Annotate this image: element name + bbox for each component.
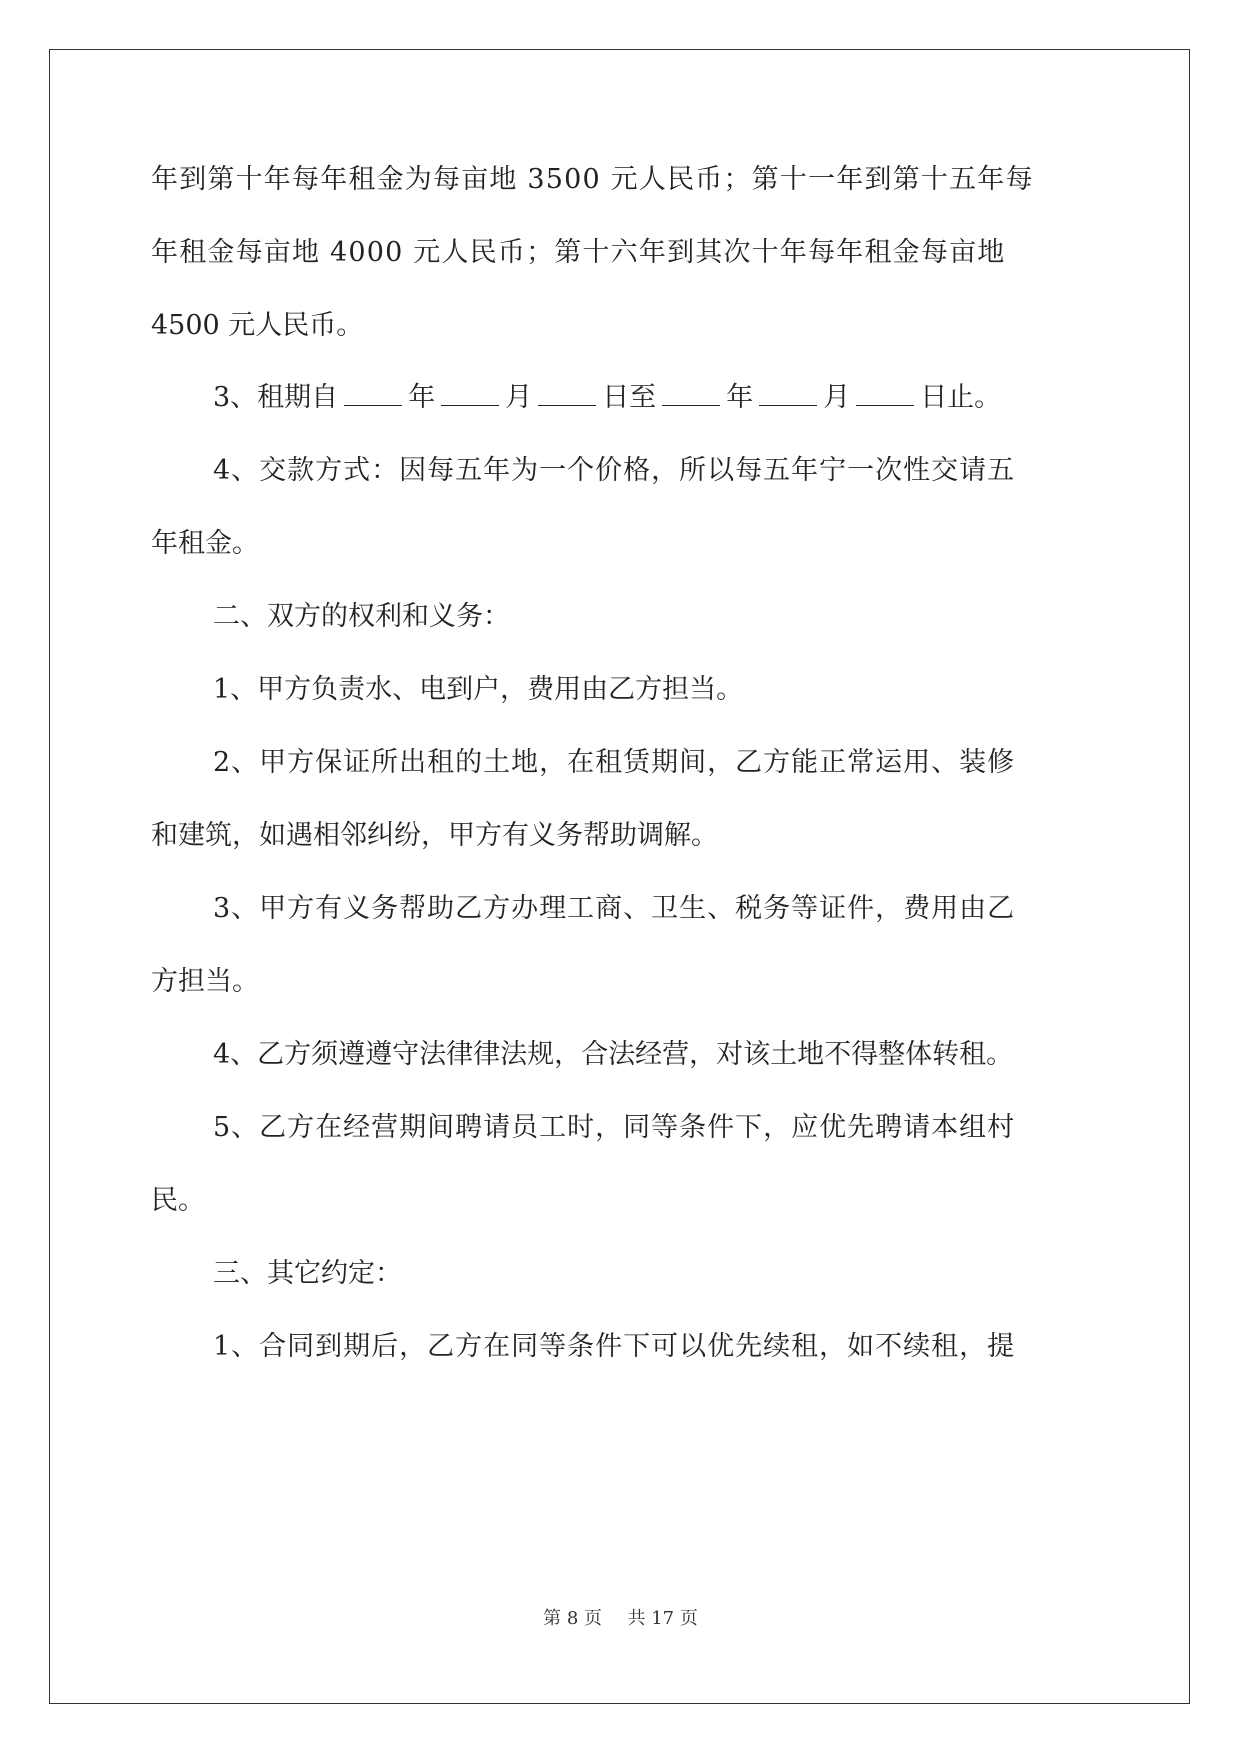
blank-field [441,381,499,406]
paragraph-line: 年租金。 [151,528,259,559]
blank-field [856,381,914,406]
day-label: 日至 [602,382,657,413]
paragraph-line: 4500 元人民币。 [151,310,364,341]
paragraph-line: 4、乙方须遵遵守法律律法规，合法经营，对该土地不得整体转租。 [213,1039,1014,1070]
paragraph-line: 和建筑，如遇相邻纠纷，甲方有义务帮助调解。 [151,820,718,851]
paragraph-line: 5、乙方在经营期间聘请员工时，同等条件下，应优先聘请本组村 [213,1112,1016,1143]
blank-field [662,381,720,406]
day-label: 日止。 [920,382,1002,413]
paragraph-line: 4、交款方式：因每五年为一个价格，所以每五年宁一次性交请五 [213,455,1016,486]
lease-term-line [213,378,1001,418]
section-heading: 三、其它约定： [213,1258,402,1289]
total-pages: 共 17 页 [627,1608,698,1629]
page-footer [0,1604,1241,1630]
year-label: 年 [726,382,754,413]
paragraph-line: 1、甲方负责水、电到户，费用由乙方担当。 [213,674,744,705]
paragraph-line: 2、甲方保证所出租的土地，在租赁期间，乙方能正常运用、装修 [213,747,1016,778]
paragraph-line: 3、甲方有义务帮助乙方办理工商、卫生、税务等证件，费用由乙 [213,893,1016,924]
paragraph-line: 方担当。 [151,966,259,997]
blank-field [759,381,817,406]
blank-field [538,381,596,406]
page-border [49,49,1190,1704]
paragraph-line: 1、合同到期后，乙方在同等条件下可以优先续租，如不续租，提 [213,1331,1016,1362]
lease-term-prefix: 3、租期自 [213,382,339,413]
year-label: 年 [408,382,436,413]
paragraph-line: 年租金每亩地 4000 元人民币；第十六年到其次十年每年租金每亩地 [151,237,1006,268]
month-label: 月 [823,382,851,413]
section-heading: 二、双方的权利和义务： [213,601,510,632]
page-number: 第 8 页 [543,1608,603,1629]
paragraph-line: 年到第十年每年租金为每亩地 3500 元人民币；第十一年到第十五年每 [151,164,1034,195]
blank-field [344,381,402,406]
month-label: 月 [505,382,533,413]
paragraph-line: 民。 [151,1185,205,1216]
